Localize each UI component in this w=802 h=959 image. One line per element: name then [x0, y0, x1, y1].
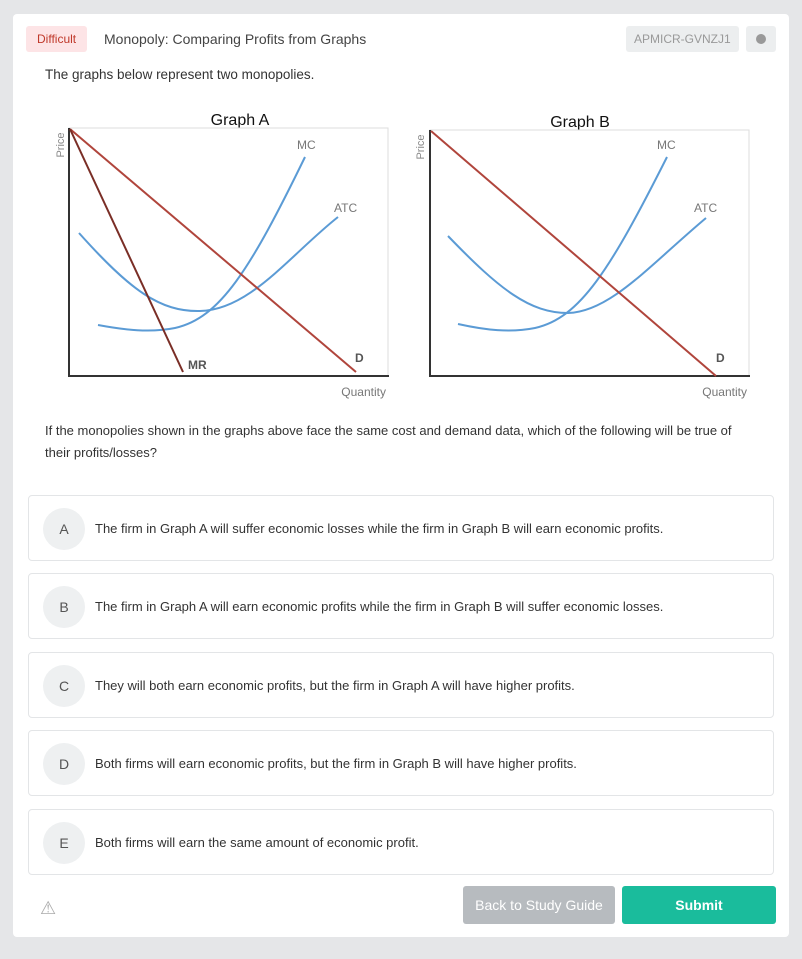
graph-a: [55, 112, 389, 399]
option-c[interactable]: [28, 652, 774, 718]
option-letter: A: [43, 508, 85, 550]
option-letter: E: [43, 822, 85, 864]
option-d[interactable]: [28, 730, 774, 796]
graph-b-ylabel: Price: [415, 134, 427, 160]
graph-b-title: Graph B: [550, 114, 610, 131]
option-text: The firm in Graph A will suffer economic losses while the firm in Graph B will earn economic profits.: [95, 521, 664, 536]
graph-b-xlabel: Quantity: [702, 385, 747, 399]
option-letter: C: [43, 665, 85, 707]
question-text: If the monopolies shown in the graphs above face the same cost and demand data, which of the following will be true of their profits/losses?: [45, 423, 732, 460]
option-a[interactable]: [28, 495, 774, 561]
graph-b-atc-label: ATC: [694, 201, 718, 215]
graph-a-mr-line: [70, 129, 183, 372]
graph-a-mr-label: MR: [188, 358, 207, 372]
report-warning-icon[interactable]: ⚠: [40, 898, 57, 918]
graph-b-d-label: D: [716, 351, 725, 365]
graph-a-atc-label: ATC: [334, 201, 358, 215]
submit-button[interactable]: Submit: [622, 886, 776, 924]
graph-b-atc-curve: [448, 218, 706, 313]
option-b[interactable]: [28, 573, 774, 639]
option-e[interactable]: [28, 809, 774, 875]
graph-a-title: Graph A: [210, 112, 270, 129]
question-code: APMICR-GVNZJ1: [626, 26, 739, 52]
difficulty-badge: Difficult: [26, 26, 87, 52]
graph-b-mc-label: MC: [657, 138, 676, 152]
graph-a-d-label: D: [355, 351, 364, 365]
option-text: The firm in Graph A will earn economic profits while the firm in Graph B will suffer economic losses.: [95, 599, 664, 614]
graph-a-mc-curve: [98, 157, 305, 331]
option-text: Both firms will earn economic profits, but the firm in Graph B will have higher profits.: [95, 756, 577, 771]
graph-b: [415, 114, 750, 399]
option-text: They will both earn economic profits, but the firm in Graph A will have higher profits.: [95, 678, 575, 693]
back-to-study-guide-button[interactable]: Back to Study Guide: [463, 886, 615, 924]
question-title: Monopoly: Comparing Profits from Graphs: [104, 31, 367, 47]
option-letter: B: [43, 586, 85, 628]
graph-a-mc-label: MC: [297, 138, 316, 152]
graph-a-demand-line: [70, 129, 356, 372]
graph-b-demand-line: [431, 131, 716, 376]
option-letter: D: [43, 743, 85, 785]
option-text: Both firms will earn the same amount of economic profit.: [95, 835, 419, 850]
graph-a-ylabel: Price: [55, 132, 67, 158]
graph-a-xlabel: Quantity: [341, 385, 386, 399]
intro-text: The graphs below represent two monopolies.: [45, 67, 315, 82]
graphs: [0, 0, 802, 410]
